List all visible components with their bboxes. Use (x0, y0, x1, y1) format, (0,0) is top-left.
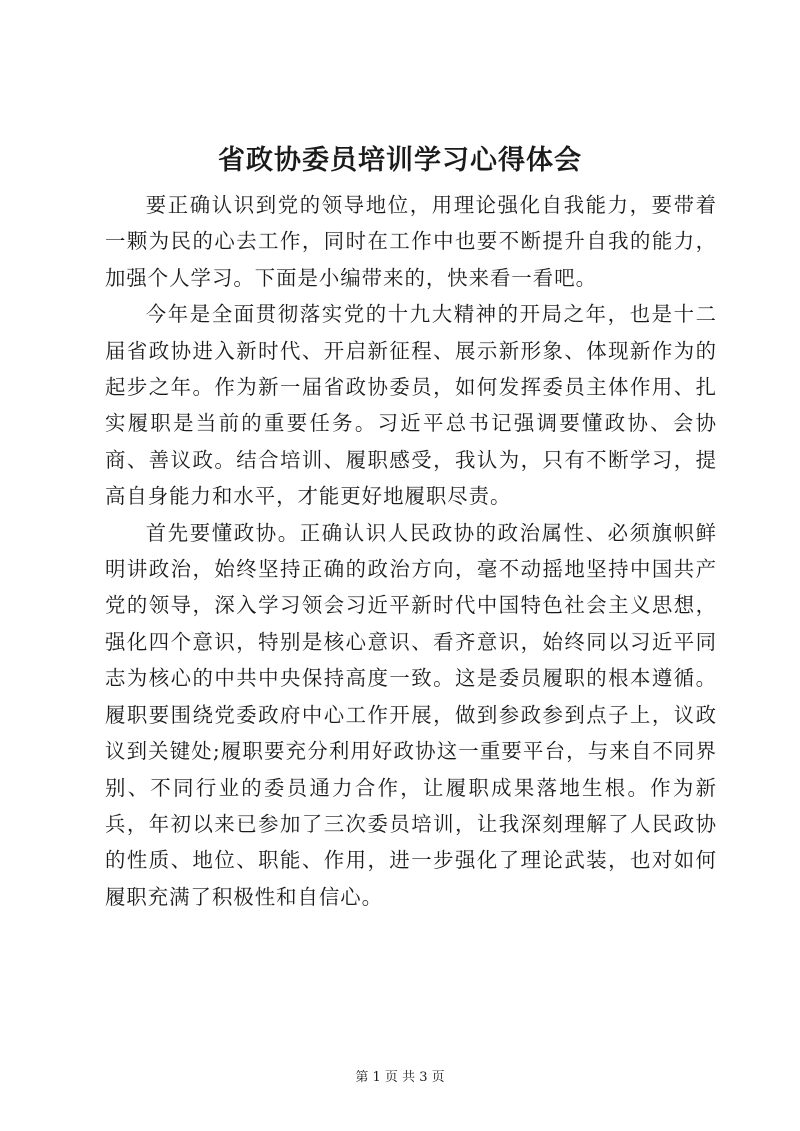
page-footer (0, 1069, 800, 1087)
paragraph-understand-cppcc: 首先要懂政协。正确认识人民政协的政治属性、必须旗帜鲜明讲政治，始终坚持正确的政治方向，毫不动摇地坚持中国共产党的领导，深入学习领会习近平新时代中国特色社会主义思想，强化四个意识，特别是核心意识、看齐意识，始终同以习近平同志为核心的中共中央保持高度一致。这是委员履职的根本遵循。履职要围绕党委政府中心工作开展，做到参政参到点子上，议政议到关键处;履职要充分利用好政协这一重要平台，与来自不同界别、不同行业的委员通力合作，让履职成果落地生根。作为新兵，年初以来已参加了三次委员培训，让我深刻理解了人民政协的性质、地位、职能、作用，进一步强化了理论武装，也对如何履职充满了积极性和自信心。 (105, 520, 717, 909)
document-body (105, 187, 717, 915)
paragraph-background: 今年是全面贯彻落实党的十九大精神的开局之年，也是十二届省政协进入新时代、开启新征程、展示新形象、体现新作为的起步之年。作为新一届省政协委员，如何发挥委员主体作用、扎实履职是当前的重要任务。习近平总书记强调要懂政协、会协商、善议政。结合培训、履职感受，我认为，只有不断学习，提高自身能力和水平，才能更好地履职尽责。 (105, 302, 717, 509)
page-indicator: 第 1 页 共 3 页 (355, 1070, 445, 1085)
paragraph-intro: 要正确认识到党的领导地位，用理论强化自我能力，要带着一颗为民的心去工作，同时在工作中也要不断提升自我的能力，加强个人学习。下面是小编带来的，快来看一看吧。 (105, 193, 717, 290)
document-title: 省政协委员培训学习心得体会 (218, 145, 582, 176)
